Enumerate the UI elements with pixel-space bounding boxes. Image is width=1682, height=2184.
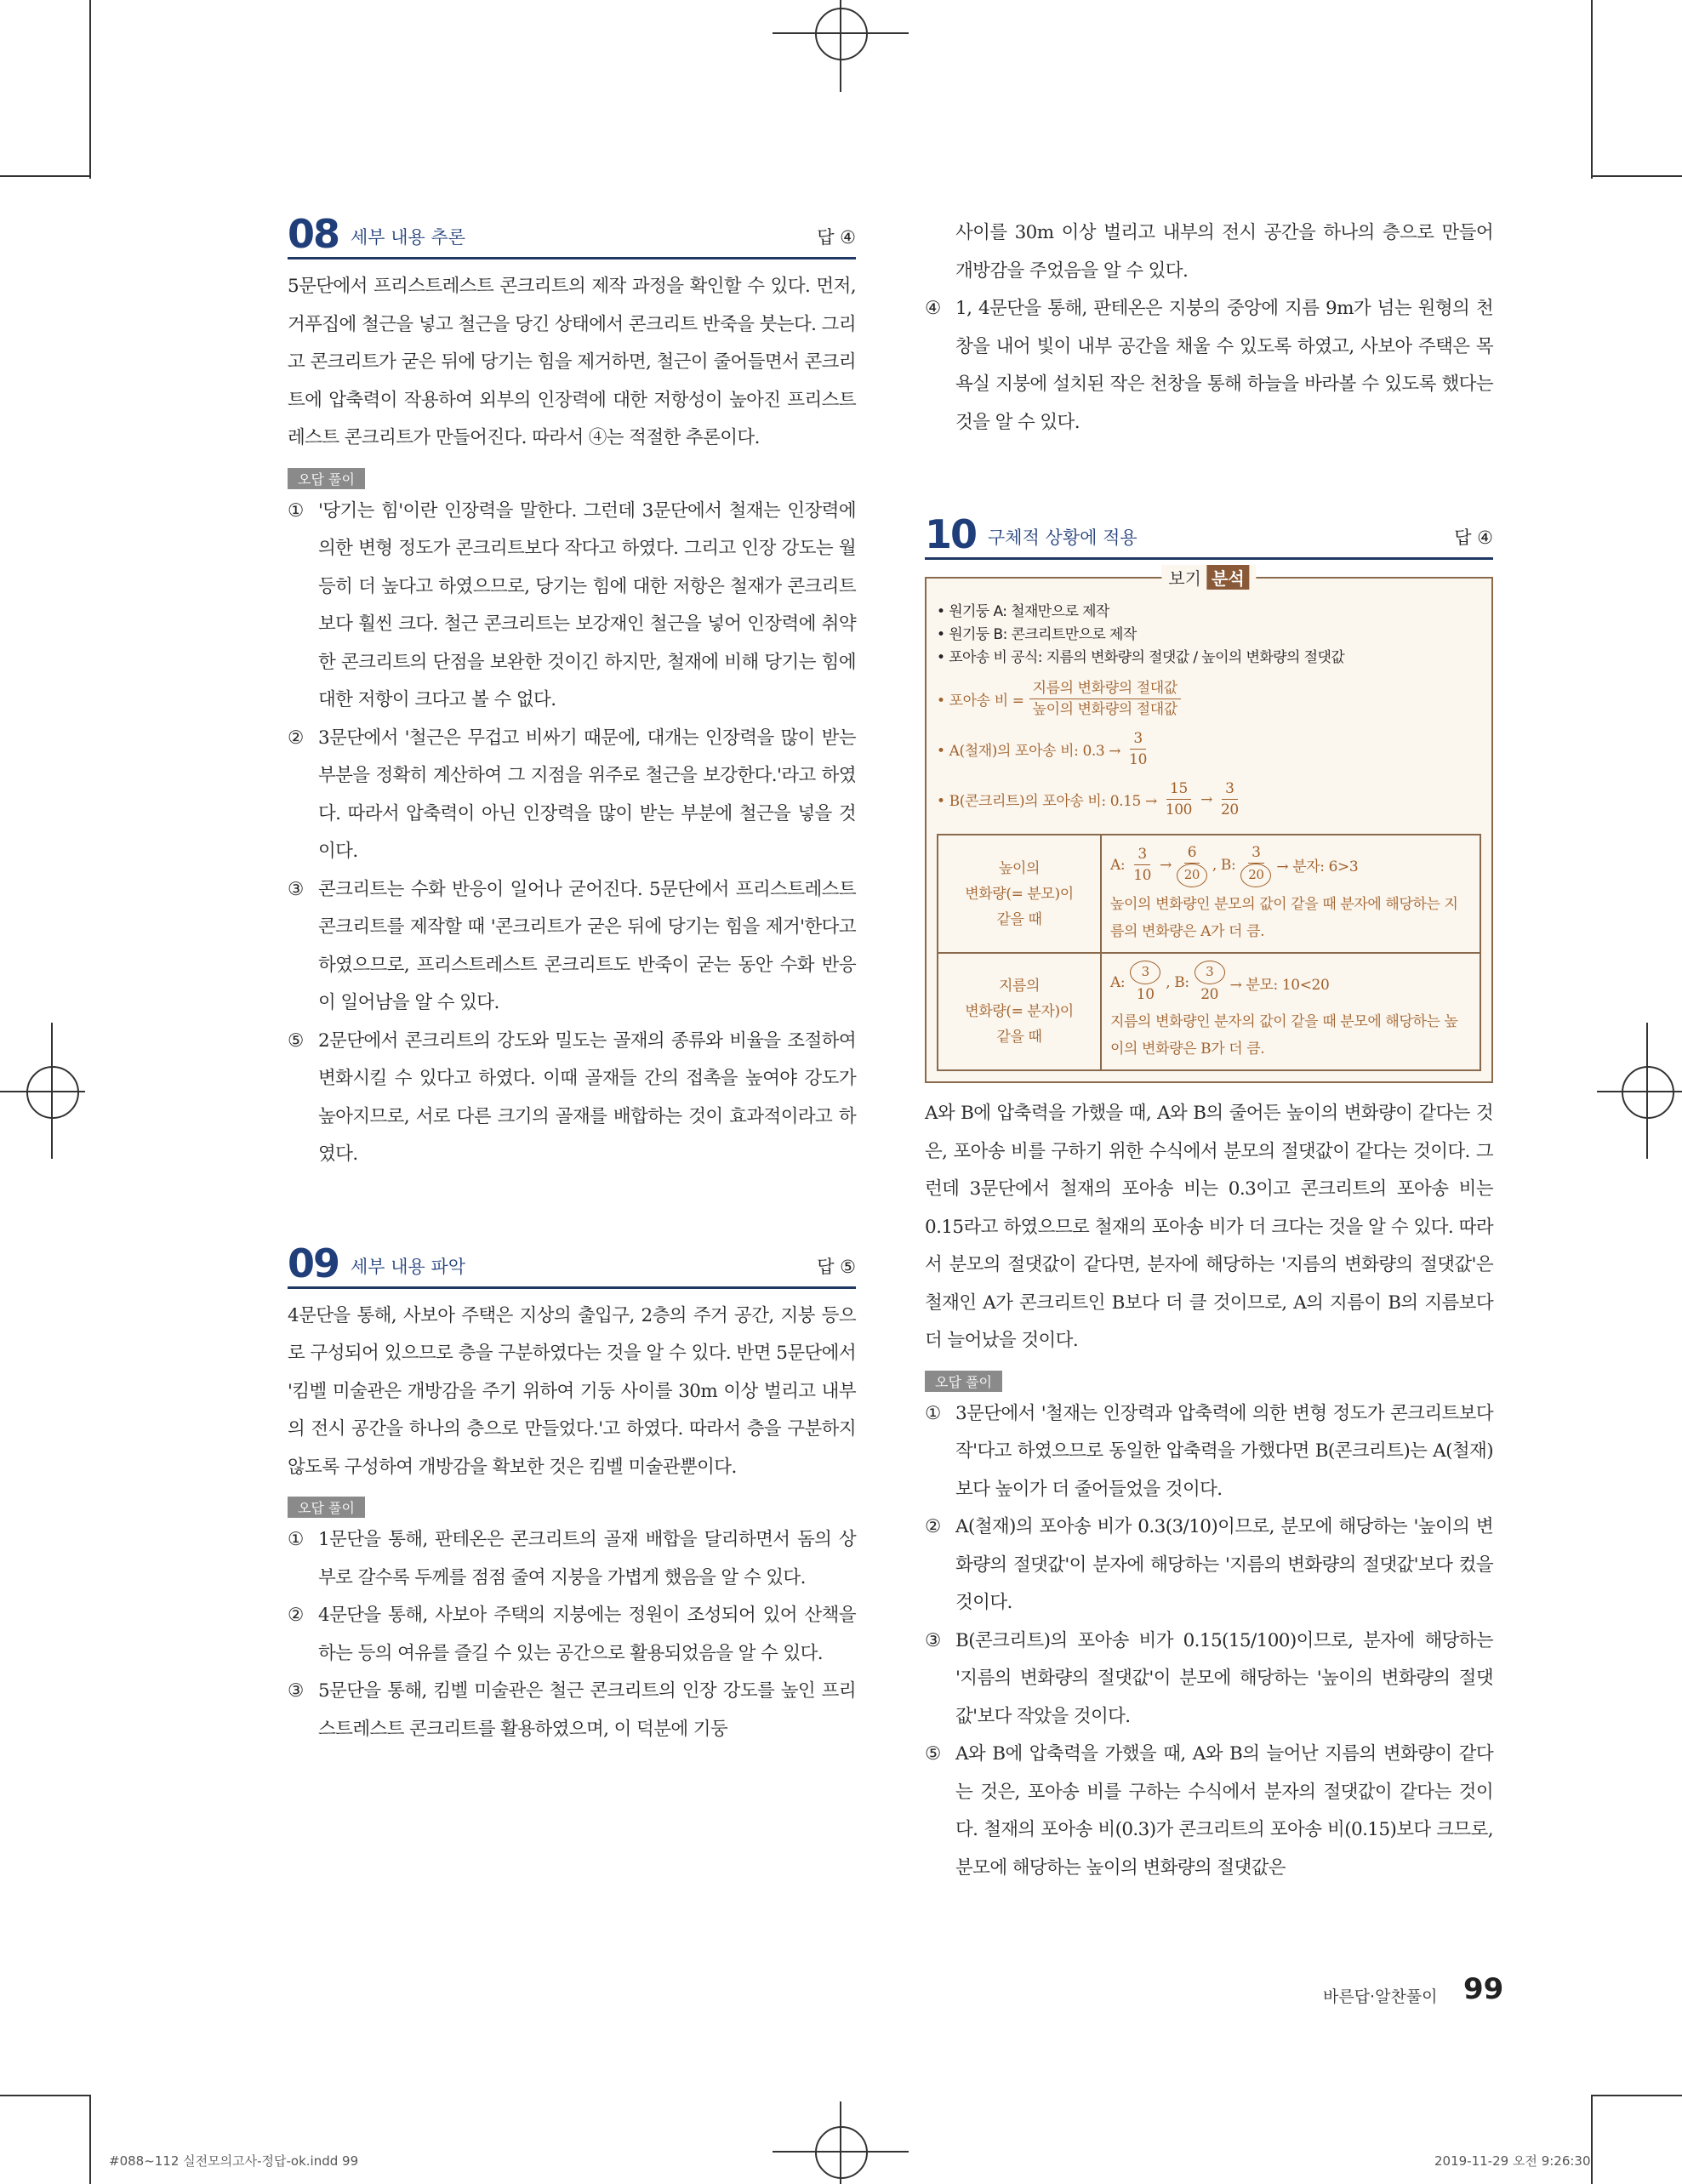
box-line: • 원기둥 A: 철재만으로 제작 [937,603,1109,620]
row-header: 지름의 변화량(= 분자)이 같을 때 [938,953,1101,1070]
bogi-analysis-box [925,568,1493,1083]
header-rule [288,1286,856,1289]
poisson-formula: • 포아송 비 = $\frac{\text{지름의 변화량의 절대값}}{\text{높이의 변화량의 절대값}}$ [937,678,1481,720]
crop-mark [89,2095,91,2184]
question-number: 08 [288,211,339,257]
wrong-answer-item: 사이를 30m 이상 벌리고 내부의 전시 공간을 하나의 층으로 만들어 개방감을 주었음을 알 수 있다. [955,222,1493,282]
question-08 [288,211,856,1174]
table-row [938,953,1480,1070]
question-header [288,211,856,257]
footer-book-title: 바른답·알찬풀이 [1323,1987,1438,2006]
analysis-badge: 분석 [1206,565,1250,590]
wrong-answer-item: ② 4문단을 통해, 사보아 주택의 지붕에는 정원이 조성되어 있어 산책을 하는 등의 여유를 즐길 수 있는 공간으로 활용되었음을 알 수 있다. [288,1605,856,1664]
question-type: 세부 내용 파악 [351,1256,466,1277]
question-09 [288,1240,856,1749]
box-line: • 포아송 비 공식: 지름의 변화량의 절댓값 / 높이의 변화량의 절댓값 [937,649,1345,666]
header-rule [288,257,856,259]
wrong-answer-item: ② 3문단에서 '철근은 무겁고 비싸기 때문에, 대개는 인장력을 많이 받는 부분을 정확히 계산하여 그 지점을 위주로 철근을 보강한다.'라고 하였다. 따라서 압축력이 아닌 인장력을 많이 받는 부분에 철근을 넣을 것이다. [288,727,856,862]
registration-mark [26,1066,79,1119]
print-slug-file: #088~112 실전모의고사-정답-ok.indd 99 [109,2153,359,2169]
crop-mark [0,2095,89,2096]
registration-mark [815,2126,868,2179]
wrong-answer-item: ⑤ A와 B에 압축력을 가했을 때, A와 B의 늘어난 지름의 변화량이 같다는 것은, 포아송 비를 구하는 수식에서 분자의 절댓값이 같다는 것이다. 철재의 포아송 비(0.3)가 콘크리트의 포아송 비(0.15)보다 크므로, 분모에 해당하는 높이의 변화량의 절댓값은 [925,1743,1493,1879]
explanation-body: 4문단을 통해, 사보아 주택은 지상의 출입구, 2층의 주거 공간, 지붕 등으로 구성되어 있으므로 층을 구분하였다는 것을 알 수 있다. 반면 5문단에서 '킴벨 미술관은 개방감을 주기 위하여 기둥 사이를 30m 이상 벌리고 내부의 전시 공간을 하나의 층으로 만들었다.'고 하였다. 따라서 층을 구분하지 않도록 구성하여 개방감을 확보한 것은 킴벨 미술관뿐이다. [288,1304,856,1478]
wrong-answer-item: ③ B(콘크리트)의 포아송 비가 0.15(15/100)이므로, 분자에 해당하는 '지름의 변화량의 절댓값'이 분모에 해당하는 '높이의 변화량의 절댓값'보다 작았을 것이다. [925,1629,1493,1727]
wrong-answer-item: ① 3문단에서 '철재는 인장력과 압축력에 의한 변형 정도가 콘크리트보다 작'다고 하였으므로 동일한 압축력을 가했다면 B(콘크리트)는 A(철재)보다 높이가 더 줄어들었을 것이다. [925,1402,1493,1500]
poisson-b: • B(콘크리트)의 포아송 비: 0.15 → $\frac{15}{100}$ → $\frac{3}{20}$ [937,780,1239,818]
question-header [288,1240,856,1286]
box-title-text: 보기 [1168,568,1201,589]
question-10 [925,511,1493,1887]
row-content: A: $\frac{3}{10}$ → $\frac{6}{20}$ , B: $\frac{3}{20}$ → 분자: 6>3 높이의 변화량인 분모의 값이 같을 때 분자에 해당하는 지름의 변화량은 A가 더 큼. [1101,835,1480,953]
row-header: 높이의 변화량(= 분모)이 같을 때 [938,835,1101,953]
row-content: A: $\frac{3}{10}$ , B: $\frac{3}{20}$ → 분모: 10<20 지름의 변화량인 분자의 값이 같을 때 분모에 해당하는 높이의 변화량은 B가 더 큼. [1101,953,1480,1070]
wrong-answer-item: ② A(철재)의 포아송 비가 0.3(3/10)이므로, 분모에 해당하는 '높이의 변화량의 절댓값'이 분자에 해당하는 '지름의 변화량의 절댓값'보다 컸을 것이다. [925,1516,1493,1613]
crop-mark [1593,175,1682,177]
question-type: 세부 내용 추론 [351,227,466,248]
poisson-a: • A(철재)의 포아송 비: 0.3 → $\frac{3}{10}$ [937,730,1147,768]
answer-label: 답 ④ [817,227,856,248]
wrong-answer-item: ③ 콘크리트는 수화 반응이 일어나 굳어진다. 5문단에서 프리스트레스트 콘크리트를 제작할 때 '콘크리트가 굳은 뒤에 당기는 힘을 제거'한다고 하였으므로, 프리스트레스트 콘크리트도 반죽이 굳는 동안 수화 반응이 일어남을 알 수 있다. [288,878,856,1013]
box-line: • 원기둥 B: 콘크리트만으로 제작 [937,626,1137,643]
registration-mark [815,8,868,60]
crop-mark [1591,2095,1593,2184]
wrong-answer-item: ③ 5문단을 통해, 킴벨 미술관은 철근 콘크리트의 인장 강도를 높인 프리스트레스트 콘크리트를 활용하였으며, 이 덕분에 기둥 [288,1680,856,1740]
box-title [1161,565,1256,590]
question-type: 구체적 상황에 적용 [988,527,1137,548]
wrong-answer-tag: 오답 풀이 [288,468,365,489]
wrong-answer-item: ① '당기는 힘'이란 인장력을 말한다. 그런데 3문단에서 철재는 인장력에 의한 변형 정도가 콘크리트보다 작다고 하였다. 그리고 인장 강도는 월등히 더 높다고 하였으므로, 당기는 힘에 대한 저항은 철재가 콘크리트보다 훨씬 크다. 철근 콘크리트는 보강재인 철근을 넣어 인장력에 취약한 콘크리트의 단점을 보완한 것이긴 하지만, 철재에 비해 당기는 힘에 대한 저항이 크다고 볼 수 없다. [288,499,856,710]
answer-label: 답 ④ [1454,527,1493,548]
right-column [925,214,1493,1887]
page-number: 99 [1463,1972,1504,2006]
answer-label: 답 ⑤ [817,1256,856,1277]
wrong-answer-tag: 오답 풀이 [288,1497,365,1518]
crop-mark [1591,0,1593,179]
table-row [938,835,1480,953]
comparison-table [937,834,1481,1071]
question-number: 10 [925,511,977,557]
question-header [925,511,1493,557]
explanation-body: A와 B에 압축력을 가했을 때, A와 B의 줄어든 높이의 변화량이 같다는 것은, 포아송 비를 구하기 위한 수식에서 분모의 절댓값이 같다는 것이다. 그런데 3문단에서 철재의 포아송 비는 0.3이고 콘크리트의 포아송 비는 0.15라고 하였으므로 철재의 포아송 비가 더 크다는 것을 알 수 있다. 따라서 분모의 절댓값이 같다면, 분자에 해당하는 '지름의 변화량의 절댓값'은 철재인 A가 콘크리트인 B보다 더 클 것이므로, A의 지름이 B의 지름보다 더 늘어났을 것이다. [925,1103,1493,1351]
wrong-answer-item: ⑤ 2문단에서 콘크리트의 강도와 밀도는 골재의 종류와 비율을 조절하여 변화시킬 수 있다고 하였다. 이때 골재들 간의 접촉을 높여야 강도가 높아지므로, 서로 다른 크기의 골재를 배합하는 것이 효과적이라고 하였다. [288,1029,856,1165]
crop-mark [1593,2095,1682,2096]
question-09-continued [925,214,1493,442]
crop-mark [89,0,91,179]
explanation-body: 5문단에서 프리스트레스트 콘크리트의 제작 과정을 확인할 수 있다. 먼저, 거푸집에 철근을 넣고 철근을 당긴 상태에서 콘크리트 반죽을 붓는다. 그리고 콘크리트가 굳은 뒤에 당기는 힘을 제거하면, 철근이 줄어들면서 콘크리트에 압축력이 작용하여 외부의 인장력에 대한 저항성이 높아진 프리스트레스트 콘크리트가 만들어진다. 따라서 ④는 적절한 추론이다. [288,276,856,448]
print-slug-date: 2019-11-29 오전 9:26:30 [1434,2153,1591,2169]
wrong-answer-tag: 오답 풀이 [925,1371,1002,1392]
question-number: 09 [288,1240,339,1286]
registration-mark [1622,1066,1674,1119]
left-column [288,211,856,1748]
wrong-answer-item: ④ 1, 4문단을 통해, 판테온은 지붕의 중앙에 지름 9m가 넘는 원형의 천창을 내어 빛이 내부 공간을 채울 수 있도록 하였고, 사보아 주택은 목욕실 지붕에 설치된 작은 천창을 통해 하늘을 바라볼 수 있도록 했다는 것을 알 수 있다. [925,298,1493,433]
wrong-answer-item: ① 1문단을 통해, 판테온은 콘크리트의 골재 배합을 달리하면서 돔의 상부로 갈수록 두께를 점점 줄여 지붕을 가볍게 했음을 알 수 있다. [288,1529,856,1588]
header-rule [925,557,1493,560]
crop-mark [0,175,89,177]
